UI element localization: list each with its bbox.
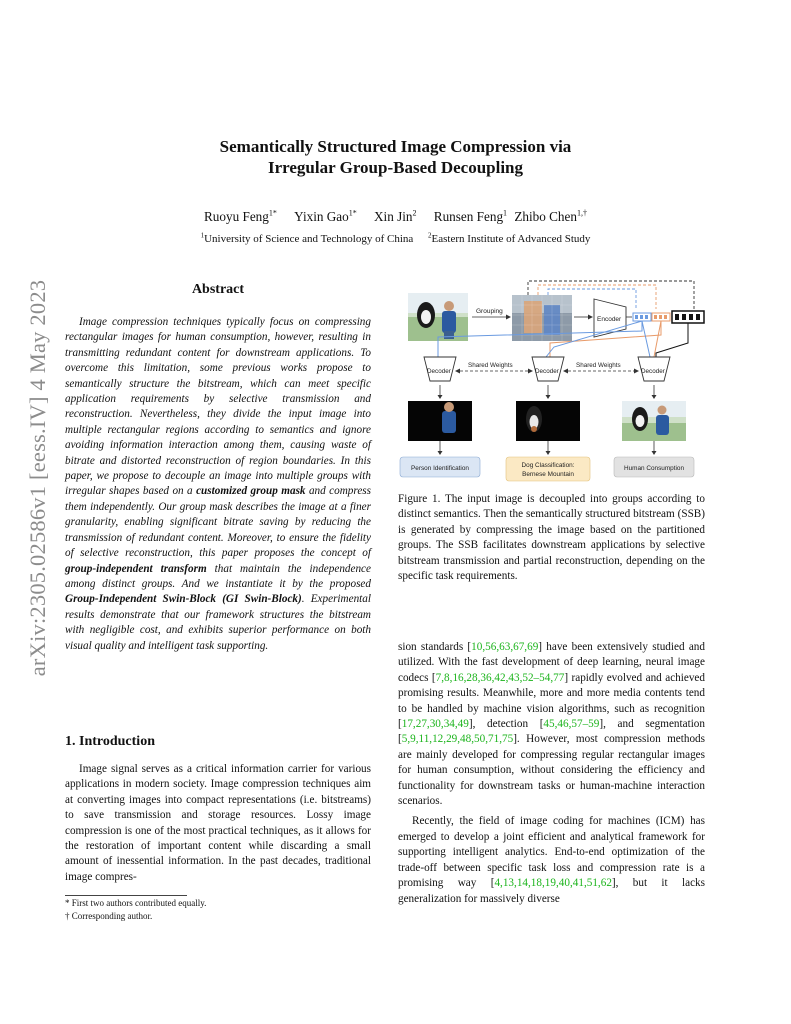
- abstract-text: Image compression techniques typically focus on compressing rectangular images for human consumption, however, resulting in transmitting redundant content for downstream applications. To overcome this limitation, some previous works propose to semantically structure the bitstream, which can meet specific application requirements by selective transmission and reconstruction. Nevertheless, they divide the input image into multiple rectangular regions according to semantics and ignore avoiding information interaction among them, causing waste of bitrate and distorted reconstruction of region boundaries. In this paper, we propose to decouple an image into multiple groups with irregular shapes based on a: [65, 316, 371, 498]
- author: Xin Jin$^2$: [374, 209, 417, 225]
- reconstruction-full: [622, 401, 686, 441]
- decoder-block: [532, 357, 564, 381]
- bitstream: [633, 311, 704, 323]
- author-list: [0, 209, 791, 225]
- title-line-2: Irregular Group-Based Decoupling: [267, 158, 524, 177]
- decoder-block: [424, 357, 456, 381]
- footnote: * First two authors contributed equally.: [65, 898, 207, 908]
- svg-text:Human Consumption: Human Consumption: [623, 465, 685, 472]
- author: Yixin Gao$^{1*}$: [294, 209, 357, 225]
- abstract-emphasis: Group-Independent Swin-Block (GI Swin-Block): [65, 593, 302, 606]
- figure-diagram: [398, 277, 708, 485]
- svg-text:Dog Classification:: Dog Classification:: [521, 462, 575, 469]
- figure-caption: Figure 1. The input image is decoupled into groups according to distinct semantics. Then the semantically structured bitstream (SSB) is generated by compressing the image based on the partitioned groups. The SSB facilitates downstream applications by selective bitstream transmission and partial reconstruction, depending on the specific task requirements.: [398, 493, 705, 583]
- abstract-text: . Experimental results demonstrate that our framework structures the bitstream with negligible cost, and exhibits superior performance on both visual quality and intelligent task supporting.: [65, 593, 371, 652]
- svg-text:Person Identification: Person Identification: [411, 465, 469, 472]
- figure-1: [398, 277, 708, 485]
- shared-weights-label: Shared Weights: [576, 362, 621, 369]
- right-column-body: [398, 640, 705, 907]
- arxiv-stamp-text: arXiv:2305.02586v1 [eess.IV] 4 May 2023: [25, 279, 50, 677]
- paragraph: sion standards [10,56,63,67,69] have been extensively studied and utilized. With the fast development of deep learning, neural image codecs [7,8,16,28,36,42,43,52–54,77] rapidly evolved and achieved promising results. Meanwhile, more and more media contents tend to be handled by machine vision algorithms, such as recognition [17,27,30,34,49], detection [45,46,57–59], and segmentation [5,9,11,12,29,48,50,71,75]. However, most compression methods are mainly developed for compressing regular rectangular images for human consumption, without considering the efficiency and functionality for downstream tasks or human-machine interaction scenarios.: [398, 641, 705, 808]
- task-person-identification: [400, 457, 480, 477]
- reconstruction-dog: [516, 401, 580, 441]
- footnote: † Corresponding author.: [65, 911, 153, 921]
- citation-link[interactable]: 45,46,57–59: [543, 718, 600, 731]
- footnotes: [65, 897, 371, 923]
- citation-link[interactable]: 7,8,16,28,36,42,43,52–54,77: [435, 671, 565, 684]
- title-line-1: Semantically Structured Image Compression via: [219, 137, 572, 156]
- arxiv-stamp: [18, 268, 58, 688]
- input-image: [408, 293, 468, 341]
- abstract-emphasis: customized group mask: [196, 485, 306, 498]
- svg-text:Bernese Mountain: Bernese Mountain: [522, 471, 574, 478]
- citation-link[interactable]: 17,27,30,34,49: [401, 718, 469, 731]
- svg-text:Decoder: Decoder: [427, 368, 451, 375]
- affiliation: $^1$University of Science and Technology of China: [200, 231, 414, 245]
- introduction-body: [65, 762, 371, 885]
- author: Runsen Feng$^1$: [433, 209, 508, 225]
- shared-weights-label: Shared Weights: [468, 362, 513, 369]
- abstract-heading: Abstract: [191, 282, 245, 297]
- footnote-rule: [65, 895, 187, 896]
- abstract-text: and compress them independently. Our group mask describes the image at a finer granularity, enabling significant bitrate saving by reducing the transmission of redundant content. Moreover, to ensure the fidelity of selective reconstruction, this paper proposes the concept of: [65, 485, 371, 560]
- author: Zhibo Chen$^{1,\dagger}$: [514, 209, 587, 225]
- paragraph: Recently, the field of image coding for machines (ICM) has emerged to develop a joint efficient and analytical framework for supporting intelligent analytics. End-to-end optimization of the trade-off between specific task loss and compression rate is a promising way [4,13,14,18,19,40,41,51,62], but it lacks generalization for massively diverse: [398, 815, 705, 905]
- affiliation-list: [0, 231, 791, 245]
- task-human-consumption: [614, 457, 694, 477]
- reconstruction-person: [408, 401, 472, 441]
- paper-title: [0, 136, 791, 178]
- introduction-text: Image signal serves as a critical information carrier for various applications in modern society. Image compression techniques aim at converting images into compact representations (i.e. bitstreams) to save transmission and storage resources. Lossy image compression is one of the most practical techniques, as it allows for the restoration of important content while discarding a small amount of inessential information. In the past decades, traditional image compres-: [65, 763, 371, 883]
- abstract-body: [65, 315, 371, 654]
- author: Ruoyu Feng$^{1*}$: [204, 209, 277, 225]
- svg-text:Decoder: Decoder: [535, 368, 559, 375]
- decoder-block: [638, 357, 670, 381]
- affiliation: $^2$Eastern Institute of Advanced Study: [428, 231, 591, 245]
- grouping-label: Grouping: [476, 308, 503, 315]
- abstract-emphasis: group-independent transform: [65, 562, 207, 575]
- svg-text:Decoder: Decoder: [641, 368, 665, 375]
- citation-link[interactable]: 5,9,11,12,29,48,50,71,75: [401, 733, 514, 746]
- abstract-text: that maintain the independence among distinct groups. And we instantiate it by the proposed: [65, 562, 371, 590]
- encoder-label: Encoder: [597, 316, 622, 323]
- citation-link[interactable]: 4,13,14,18,19,40,41,51,62: [494, 877, 612, 890]
- introduction-heading: 1. Introduction: [65, 734, 155, 749]
- task-dog-classification: [506, 457, 590, 481]
- citation-link[interactable]: 10,56,63,67,69: [471, 641, 539, 653]
